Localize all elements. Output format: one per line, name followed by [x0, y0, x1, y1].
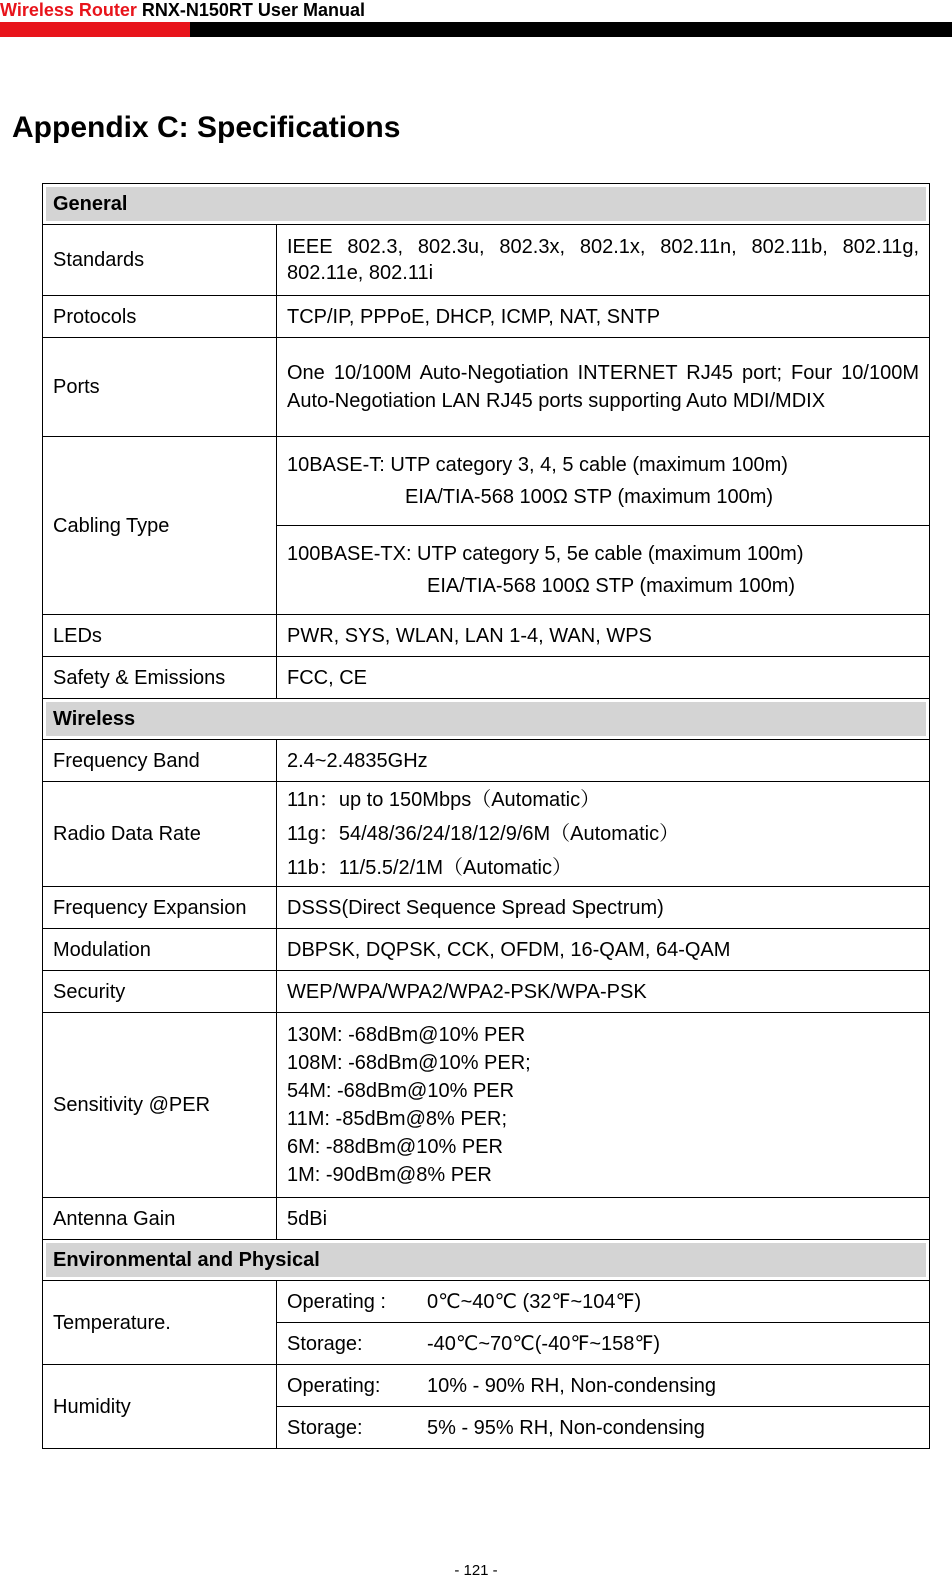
specifications-table: [42, 183, 930, 1449]
spec-value: One 10/100M Auto-Negotiation INTERNET RJ45 port; Four 10/100M Auto-Negotiation LAN RJ45 ports supporting Auto MDI/MDIX: [277, 338, 930, 437]
spec-value: PWR, SYS, WLAN, LAN 1-4, WAN, WPS: [277, 615, 930, 657]
humidity-storage-key: Storage:: [287, 1416, 363, 1439]
spec-label: Standards: [43, 225, 277, 296]
table-row: [43, 740, 930, 782]
spec-label: Frequency Expansion: [43, 887, 277, 929]
table-row: [43, 296, 930, 338]
table-row: [43, 929, 930, 971]
page-title: Appendix C: Specifications: [12, 111, 401, 144]
spec-label: Security: [43, 971, 277, 1013]
spec-value: [277, 1323, 930, 1365]
temperature-operating-key: Operating :: [287, 1290, 386, 1313]
spec-value: 5dBi: [277, 1198, 930, 1240]
section-general: General: [43, 184, 930, 225]
table-row: [43, 338, 930, 437]
spec-label: Temperature.: [43, 1281, 277, 1365]
spec-label: Cabling Type: [43, 437, 277, 615]
cabling-line: EIA/TIA-568 100Ω STP (maximum 100m): [427, 575, 796, 597]
spec-label: Radio Data Rate: [43, 782, 277, 887]
spec-label: Ports: [43, 338, 277, 437]
page-number: - 121 -: [454, 1562, 498, 1579]
humidity-operating-value: 10% - 90% RH, Non-condensing: [427, 1374, 717, 1397]
radio-rate-line: 11g：54/48/36/24/18/12/9/6M（Automatic）: [287, 823, 680, 845]
section-environmental: Environmental and Physical: [43, 1240, 930, 1281]
spec-value: FCC, CE: [277, 657, 930, 699]
spec-value: DSSS(Direct Sequence Spread Spectrum): [277, 887, 930, 929]
spec-label: Modulation: [43, 929, 277, 971]
table-row: [43, 1365, 930, 1407]
spec-value: [277, 526, 930, 615]
spec-value: [277, 437, 930, 526]
table-row: [43, 782, 930, 887]
table-row: [43, 615, 930, 657]
sensitivity-line: 108M: -68dBm@10% PER;: [287, 1052, 531, 1074]
section-row: [43, 699, 930, 740]
temperature-operating-value: 0℃~40℃ (32℉~104℉): [427, 1290, 642, 1313]
spec-label: Protocols: [43, 296, 277, 338]
spec-value: 2.4~2.4835GHz: [277, 740, 930, 782]
spec-value: DBPSK, DQPSK, CCK, OFDM, 16-QAM, 64-QAM: [277, 929, 930, 971]
table-row: [43, 225, 930, 296]
spec-value: WEP/WPA/WPA2/WPA2-PSK/WPA-PSK: [277, 971, 930, 1013]
temperature-storage-key: Storage:: [287, 1332, 363, 1355]
temperature-storage-value: -40℃~70℃(-40℉~158℉): [427, 1332, 661, 1355]
spec-value: [277, 1407, 930, 1449]
spec-label: Antenna Gain: [43, 1198, 277, 1240]
header-product: Wireless Router: [0, 0, 137, 20]
table-row: [43, 1281, 930, 1323]
section-wireless: Wireless: [43, 699, 930, 740]
spec-value: [277, 782, 930, 887]
radio-rate-line: 11n：up to 150Mbps（Automatic）: [287, 789, 601, 811]
humidity-operating-key: Operating:: [287, 1374, 381, 1397]
humidity-storage-value: 5% - 95% RH, Non-condensing: [427, 1416, 705, 1439]
sensitivity-line: 1M: -90dBm@8% PER: [287, 1164, 492, 1186]
header-bar-accent: [0, 22, 190, 37]
sensitivity-line: 54M: -68dBm@10% PER: [287, 1080, 515, 1102]
spec-value: [277, 1365, 930, 1407]
spec-value: IEEE 802.3, 802.3u, 802.3x, 802.1x, 802.11n, 802.11b, 802.11g, 802.11e, 802.11i: [277, 225, 930, 296]
header-bar: [0, 22, 952, 37]
table-row: [43, 437, 930, 526]
cabling-line: 100BASE-TX: UTP category 5, 5e cable (maximum 100m): [287, 543, 804, 565]
spec-label: Frequency Band: [43, 740, 277, 782]
spec-label: Humidity: [43, 1365, 277, 1449]
table-row: [43, 1198, 930, 1240]
header-manual-name: RNX-N150RT User Manual: [141, 0, 365, 20]
spec-value: [277, 1013, 930, 1198]
cabling-line: 10BASE-T: UTP category 3, 4, 5 cable (maximum 100m): [287, 454, 788, 476]
table-row: [43, 1013, 930, 1198]
spec-value: [277, 1281, 930, 1323]
table-row: [43, 971, 930, 1013]
sensitivity-line: 11M: -85dBm@8% PER;: [287, 1108, 508, 1130]
section-row: [43, 1240, 930, 1281]
cabling-line: EIA/TIA-568 100Ω STP (maximum 100m): [405, 486, 774, 508]
section-row: [43, 184, 930, 225]
sensitivity-line: 6M: -88dBm@10% PER: [287, 1136, 503, 1158]
spec-label: Sensitivity @PER: [43, 1013, 277, 1198]
manual-header: [0, 0, 365, 20]
sensitivity-line: 130M: -68dBm@10% PER: [287, 1024, 526, 1046]
spec-value: TCP/IP, PPPoE, DHCP, ICMP, NAT, SNTP: [277, 296, 930, 338]
spec-label: Safety & Emissions: [43, 657, 277, 699]
radio-rate-line: 11b：11/5.5/2/1M（Automatic）: [287, 857, 572, 879]
spec-label: LEDs: [43, 615, 277, 657]
table-row: [43, 887, 930, 929]
table-row: [43, 657, 930, 699]
